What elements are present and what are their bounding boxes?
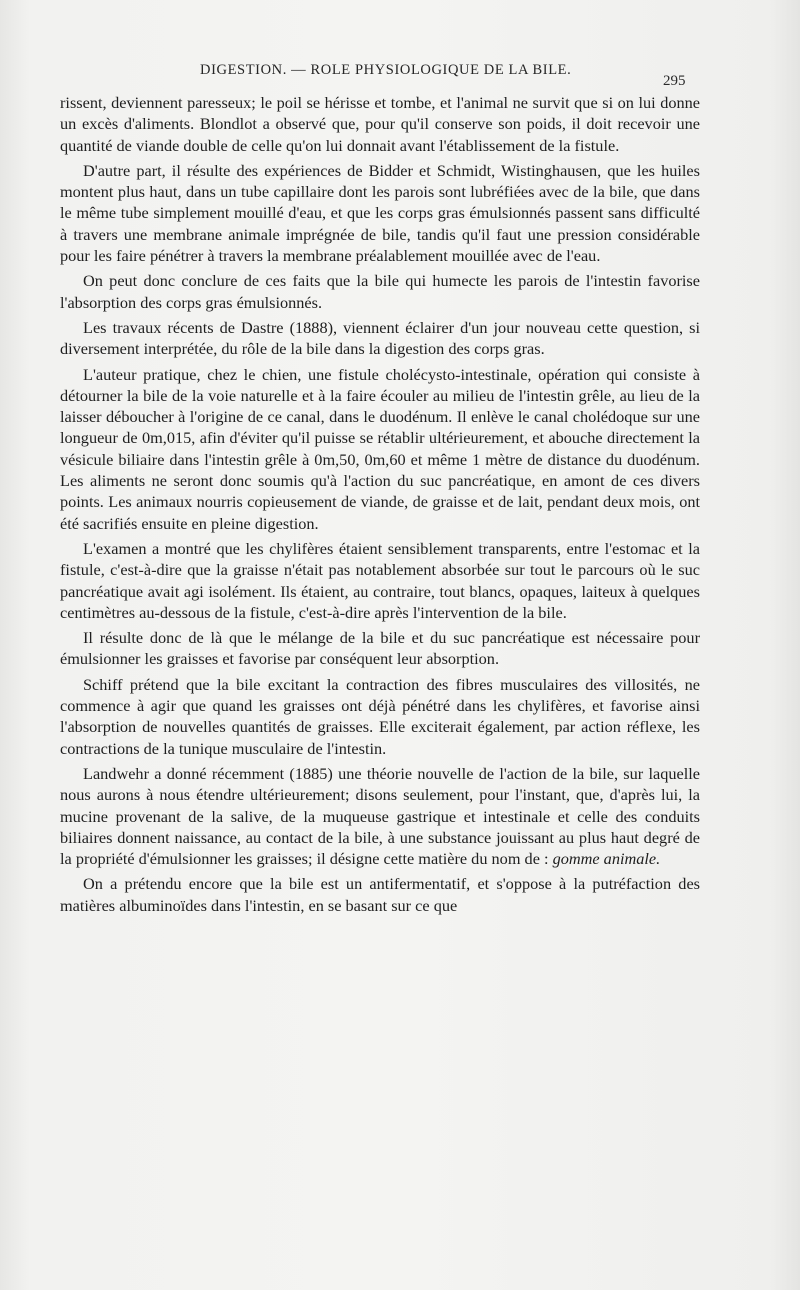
paragraph: Il résulte donc de là que le mélange de la bile et du suc pancréatique est nécessaire pour émulsionner les graisses et favorise par conséquent leur absorption. xyxy=(60,628,700,669)
paragraph: rissent, deviennent paresseux; le poil se hérisse et tombe, et l'animal ne survit que si on lui donne un excès d'aliments. Blondlot a observé que, pour qu'il conserve son poids, il doit recevoir une quantité de viande double de celle qu'on lui donnait avant l'établissement de la fistule. xyxy=(60,93,700,155)
running-title: DIGESTION. — ROLE PHYSIOLOGIQUE DE LA BILE. xyxy=(200,62,572,78)
body-text xyxy=(60,92,700,920)
paragraph: Les travaux récents de Dastre (1888), viennent éclairer d'un jour nouveau cette question, si diversement interprétée, du rôle de la bile dans la digestion des corps gras. xyxy=(60,317,700,359)
paragraph xyxy=(60,763,700,869)
paragraph: On peut donc conclure de ces faits que la bile qui humecte les parois de l'intestin favorise l'absorption des corps gras émulsionnés. xyxy=(60,271,700,312)
paragraph: Schiff prétend que la bile excitant la contraction des fibres musculaires des villosités, ne commence à agir que quand les graisses ont déjà pénétré dans les chylifères, et favorise ainsi l'absorption de nouvelles quantités de graisses. Elle exciterait également, par action réflexe, les contractions de la tunique musculaire de l'intestin. xyxy=(60,674,700,758)
paragraph: L'auteur pratique, chez le chien, une fistule cholécysto-intestinale, opération qui consiste à détourner la bile de la voie naturelle et à la faire écouler au milieu de l'intestin grêle, au lieu de la laisser déboucher à l'origine de ce canal, dans le duodénum. Il enlève le canal cholédoque sur une longueur de 0m,015, afin d'éviter qu'il puisse se rétablir ultérieurement, et abouche directement la vésicule biliaire dans l'intestin grêle à 0m,50, 0m,60 et même 1 mètre de distance du duodénum. Les aliments ne seront donc soumis qu'à l'action du suc pancréatique, en amont de ces divers points. Les animaux nourris copieusement de viande, de graisse et de lait, pendant deux mois, ont été sacrifiés ensuite en pleine digestion. xyxy=(60,364,700,533)
paragraph: D'autre part, il résulte des expériences de Bidder et Schmidt, Wistinghausen, que les huiles montent plus haut, dans un tube capillaire dont les parois sont lubréfiées avec de la bile, que dans le même tube simplement mouillé d'eau, et que les corps gras émulsionnés passent sans difficulté à travers une membrane animale imprégnée de bile, tandis qu'il faut une pression considérable pour les faire pénétrer à travers la membrane préalablement mouillée avec de l'eau. xyxy=(60,160,700,266)
paragraph: L'examen a montré que les chylifères étaient sensiblement transparents, entre l'estomac et la fistule, c'est-à-dire que la graisse n'était pas notablement absorbée sur tout le parcours où le suc pancréatique avait agi isolément. Ils étaient, au contraire, tout blancs, opaques, laiteux à quelques centimètres au-dessous de la fistule, c'est-à-dire après l'intervention de la bile. xyxy=(60,538,700,622)
paragraph: On a prétendu encore que la bile est un antifermentatif, et s'oppose à la putréfaction des matières albuminoïdes dans l'intestin, en se basant sur ce que xyxy=(60,874,700,915)
paragraph-text: Landwehr a donné récemment (1885) une théorie nouvelle de l'action de la bile, sur laquelle nous aurons à nous étendre ultérieurement; disons seulement, pour l'instant, que, d'après lui, la mucine provenant de la salive, de la muqueuse gastrique et intestinale et celle des conduits biliaires donnent naissance, au contact de la bile, à une substance jouissant au plus haut degré de la propriété d'émulsionner les graisses; il désigne cette matière du nom de : xyxy=(60,763,700,869)
emphasized-term: gomme animale. xyxy=(552,849,661,869)
page-number: 295 xyxy=(663,73,686,89)
